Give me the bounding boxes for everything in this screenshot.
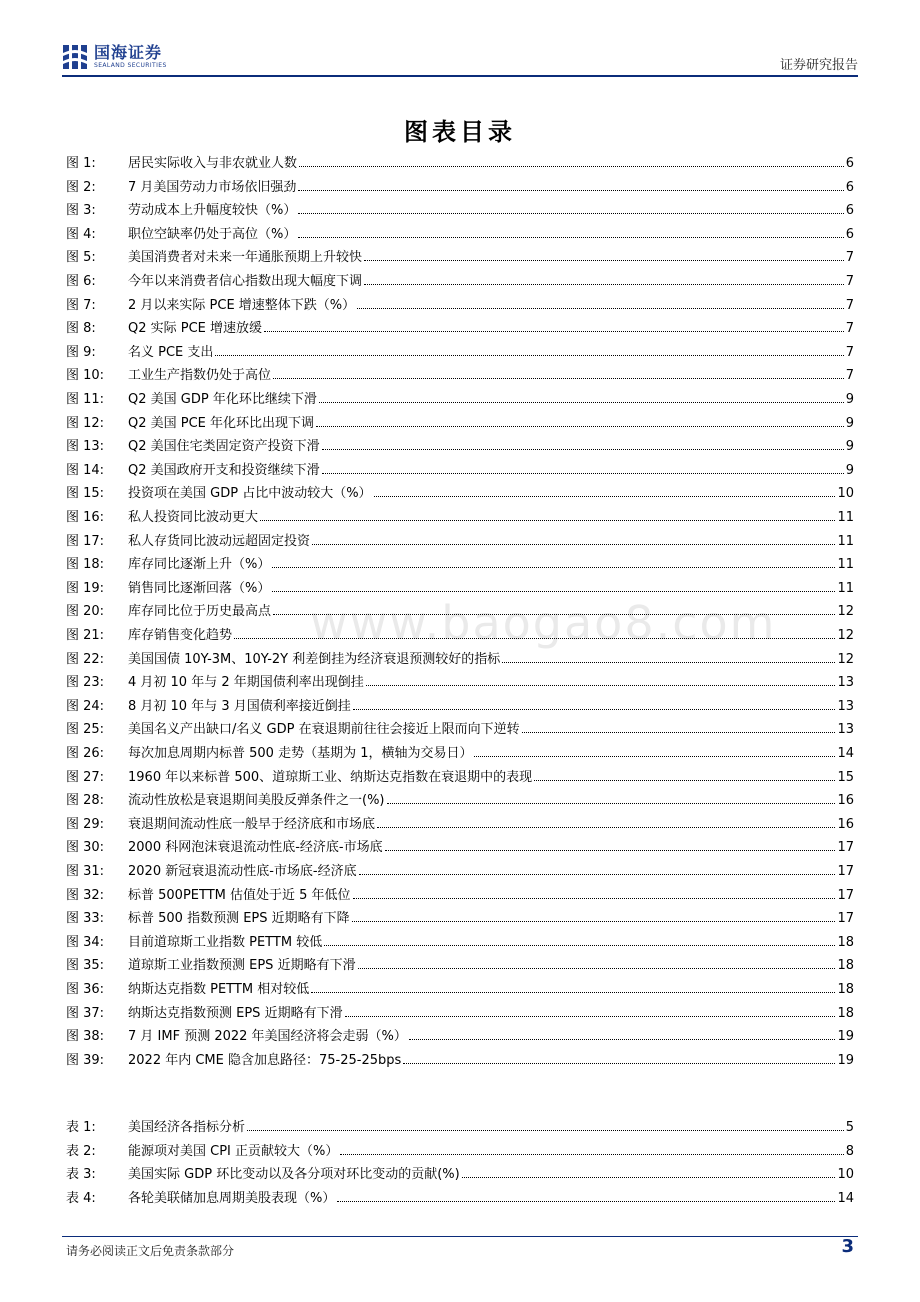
figure-page-number: 9 xyxy=(845,462,854,478)
figure-page-number: 14 xyxy=(837,746,854,761)
figure-page-number: 18 xyxy=(837,982,854,997)
figure-title: 美国名义产出缺口/名义 GDP 在衰退期前往往会接近上限而向下逆转 xyxy=(128,722,520,738)
figure-title: 纳斯达克指数 PETTM 相对较低 xyxy=(128,982,310,997)
figure-entry[interactable] xyxy=(66,815,854,835)
figure-title: 衰退期间流动性底一般早于经济底和市场底 xyxy=(128,816,376,832)
dot-leader xyxy=(299,165,844,167)
dot-leader xyxy=(377,826,835,828)
figure-title: 标普 500 指数预测 EPS 近期略有下降 xyxy=(128,911,350,927)
figure-page-number: 6 xyxy=(845,226,854,242)
table-page-number: 8 xyxy=(845,1143,854,1159)
dot-leader xyxy=(364,283,844,285)
figure-label: 图 37: xyxy=(66,1005,105,1021)
footer-disclaimer: 请务必阅读正文后免责条款部分 xyxy=(66,1244,235,1258)
figure-title: 居民实际收入与非农就业人数 xyxy=(128,156,298,171)
figure-title: 7 月美国劳动力市场依旧强劲 xyxy=(128,179,297,195)
footer-divider xyxy=(62,1236,858,1237)
figure-label: 图 14: xyxy=(66,462,105,478)
dot-leader xyxy=(234,637,835,639)
figure-entry[interactable] xyxy=(66,626,854,646)
figure-title: Q2 美国住宅类固定资产投资下滑 xyxy=(128,439,320,455)
figure-title: 今年以来消费者信心指数出现大幅度下调 xyxy=(128,274,363,289)
dot-leader xyxy=(273,377,844,379)
figure-label: 图 6: xyxy=(66,274,96,289)
dot-leader xyxy=(409,1038,836,1040)
figure-page-number: 18 xyxy=(837,934,854,950)
figure-title: Q2 美国 GDP 年化环比继续下滑 xyxy=(128,392,317,407)
figure-entry[interactable] xyxy=(66,720,854,740)
figure-page-number: 12 xyxy=(837,651,854,667)
figure-title: 2 月以来实际 PCE 增速整体下跌（%） xyxy=(128,297,356,313)
figure-entry[interactable] xyxy=(66,532,854,552)
figure-title: 库存同比逐渐上升（%） xyxy=(128,557,271,573)
figure-entry[interactable] xyxy=(66,862,854,882)
figure-label: 图 10: xyxy=(66,368,105,384)
company-logo xyxy=(62,42,167,72)
figure-title: 4 月初 10 年与 2 年期国债利率出现倒挂 xyxy=(128,675,364,691)
dot-leader xyxy=(359,873,836,875)
dot-leader xyxy=(340,1153,843,1155)
dot-leader xyxy=(502,661,835,663)
figure-label: 图 33: xyxy=(66,911,105,927)
figure-label: 图 34: xyxy=(66,934,105,950)
dot-leader xyxy=(353,708,836,710)
figure-title: Q2 美国政府开支和投资继续下滑 xyxy=(128,462,320,478)
figure-label: 图 26: xyxy=(66,746,105,761)
figure-entry[interactable] xyxy=(66,1004,854,1024)
dot-leader xyxy=(322,448,844,450)
figure-entry[interactable] xyxy=(66,343,854,363)
dot-leader xyxy=(215,354,843,356)
figure-title: 每次加息周期内标普 500 走势（基期为 1，横轴为交易日） xyxy=(128,746,473,761)
figure-label: 图 3: xyxy=(66,203,96,219)
figure-title: 劳动成本上升幅度较快（%） xyxy=(128,203,297,219)
table-label: 表 4: xyxy=(66,1190,96,1206)
figure-entry[interactable] xyxy=(66,1027,854,1047)
figure-page-number: 12 xyxy=(837,604,854,620)
figure-entry[interactable] xyxy=(66,1051,854,1071)
figure-label: 图 7: xyxy=(66,297,96,313)
dot-leader xyxy=(352,920,836,922)
table-page-number: 14 xyxy=(837,1190,854,1206)
figure-label: 图 5: xyxy=(66,250,96,266)
dot-leader xyxy=(312,543,835,545)
figure-entry[interactable] xyxy=(66,508,854,528)
figure-entry[interactable] xyxy=(66,791,854,811)
figure-label: 图 36: xyxy=(66,982,105,997)
dot-leader xyxy=(364,259,844,261)
figure-entry[interactable] xyxy=(66,484,854,504)
table-title: 各轮美联储加息周期美股表现（%） xyxy=(128,1190,336,1206)
dot-leader xyxy=(353,897,836,899)
figure-entry[interactable] xyxy=(66,296,854,316)
figure-page-number: 11 xyxy=(837,533,854,549)
figure-page-number: 6 xyxy=(845,179,854,195)
table-page-number: 5 xyxy=(845,1120,854,1135)
dot-leader xyxy=(358,967,836,969)
figure-title: 纳斯达克指数预测 EPS 近期略有下滑 xyxy=(128,1005,343,1021)
figure-label: 图 22: xyxy=(66,651,105,667)
figure-label: 图 29: xyxy=(66,816,105,832)
figure-title: Q2 实际 PCE 增速放缓 xyxy=(128,321,263,337)
figure-page-number: 13 xyxy=(837,722,854,738)
table-entry[interactable] xyxy=(66,1142,854,1162)
logo-english-name: SEALAND SECURITIES xyxy=(94,62,167,69)
figure-label: 图 9: xyxy=(66,344,96,360)
figure-page-number: 16 xyxy=(837,816,854,832)
figure-page-number: 13 xyxy=(837,698,854,714)
figure-page-number: 7 xyxy=(845,321,854,337)
figure-label: 图 24: xyxy=(66,698,105,714)
figure-entry[interactable] xyxy=(66,461,854,481)
figure-label: 图 8: xyxy=(66,321,96,337)
dot-leader xyxy=(534,779,835,781)
table-title: 美国实际 GDP 环比变动以及各分项对环比变动的贡献(%) xyxy=(128,1167,460,1183)
figure-title: 私人存货同比波动远超固定投资 xyxy=(128,533,311,549)
dot-leader xyxy=(298,212,843,214)
figure-title: 流动性放松是衰退期间美股反弹条件之一(%) xyxy=(128,793,385,809)
figure-page-number: 9 xyxy=(845,392,854,407)
figure-title: 标普 500PETTM 估值处于近 5 年低位 xyxy=(128,887,351,903)
figure-page-number: 17 xyxy=(837,911,854,927)
figure-entry[interactable] xyxy=(66,697,854,717)
dot-leader xyxy=(272,566,835,568)
figure-title: Q2 美国 PCE 年化环比出现下调 xyxy=(128,415,315,431)
dot-leader xyxy=(298,189,843,191)
figure-label: 图 39: xyxy=(66,1052,105,1068)
dot-leader xyxy=(385,849,836,851)
figure-title: 名义 PCE 支出 xyxy=(128,344,214,360)
dot-leader xyxy=(298,236,843,238)
figure-label: 图 32: xyxy=(66,887,105,903)
figure-entry[interactable] xyxy=(66,272,854,292)
figure-title: 美国消费者对未来一年通胀预期上升较快 xyxy=(128,250,363,266)
figure-page-number: 18 xyxy=(837,1005,854,1021)
figure-label: 图 28: xyxy=(66,793,105,809)
figure-entry[interactable] xyxy=(66,319,854,339)
table-label: 表 2: xyxy=(66,1143,96,1159)
table-title: 美国经济各指标分析 xyxy=(128,1120,246,1135)
figure-title: 2020 新冠衰退流动性底-市场底-经济底 xyxy=(128,864,357,879)
header-divider xyxy=(62,75,858,77)
figure-entry[interactable] xyxy=(66,201,854,221)
figure-title: 1960 年以来标普 500、道琼斯工业、纳斯达克指数在衰退期中的表现 xyxy=(128,769,533,785)
table-entry[interactable] xyxy=(66,1189,854,1209)
figure-title: 库存销售变化趋势 xyxy=(128,628,233,643)
figure-label: 图 25: xyxy=(66,722,105,738)
figure-entry[interactable] xyxy=(66,154,854,174)
figure-page-number: 15 xyxy=(837,769,854,785)
figure-label: 图 27: xyxy=(66,769,105,785)
figure-entry[interactable] xyxy=(66,956,854,976)
figure-label: 图 4: xyxy=(66,226,96,242)
figure-title: 销售同比逐渐回落（%） xyxy=(128,580,271,596)
figure-title: 私人投资同比波动更大 xyxy=(128,510,259,525)
page-title: 图表目录 xyxy=(404,118,516,146)
figure-label: 图 21: xyxy=(66,628,105,643)
figure-label: 图 38: xyxy=(66,1029,105,1045)
dot-leader xyxy=(247,1129,844,1131)
dot-leader xyxy=(264,330,844,332)
figure-page-number: 9 xyxy=(845,415,854,431)
table-title: 能源项对美国 CPI 正贡献较大（%） xyxy=(128,1143,339,1159)
dot-leader xyxy=(522,731,836,733)
dot-leader xyxy=(357,307,844,309)
table-page-number: 10 xyxy=(837,1167,854,1183)
figure-entry[interactable] xyxy=(66,579,854,599)
figure-label: 图 19: xyxy=(66,580,105,596)
figure-entry[interactable] xyxy=(66,768,854,788)
figure-entry[interactable] xyxy=(66,886,854,906)
dot-leader xyxy=(366,684,836,686)
watermark: www.baogao8.com xyxy=(310,596,777,650)
dot-leader xyxy=(387,802,836,804)
figure-title: 美国国债 10Y-3M、10Y-2Y 利差倒挂为经济衰退预测较好的指标 xyxy=(128,651,501,667)
figure-title: 投资项在美国 GDP 占比中波动较大（%） xyxy=(128,486,372,502)
dot-leader xyxy=(337,1200,835,1202)
figure-label: 图 12: xyxy=(66,415,105,431)
figure-page-number: 17 xyxy=(837,887,854,903)
logo-chinese-name: 国海证券 xyxy=(94,43,163,62)
figure-label: 图 18: xyxy=(66,557,105,573)
dot-leader xyxy=(272,590,835,592)
figure-page-number: 7 xyxy=(845,274,854,289)
figure-page-number: 18 xyxy=(837,958,854,974)
figure-label: 图 2: xyxy=(66,179,96,195)
sealand-logo-icon xyxy=(62,43,88,71)
figure-page-number: 6 xyxy=(845,203,854,219)
figure-entry[interactable] xyxy=(66,650,854,670)
figure-page-number: 13 xyxy=(837,675,854,691)
figure-page-number: 7 xyxy=(845,297,854,313)
page-number: 3 xyxy=(841,1236,854,1257)
dot-leader xyxy=(311,991,835,993)
figure-title: 目前道琼斯工业指数 PETTM 较低 xyxy=(128,934,323,950)
figure-page-number: 19 xyxy=(837,1052,854,1068)
figure-title: 7 月 IMF 预测 2022 年美国经济将会走弱（%） xyxy=(128,1029,407,1045)
figure-title: 工业生产指数仍处于高位 xyxy=(128,368,272,384)
table-entry[interactable] xyxy=(66,1118,854,1138)
figure-entry[interactable] xyxy=(66,390,854,410)
dot-leader xyxy=(474,755,835,757)
figure-entry[interactable] xyxy=(66,225,854,245)
figure-title: 2022 年内 CME 隐含加息路径：75-25-25bps xyxy=(128,1052,402,1068)
figure-entry[interactable] xyxy=(66,555,854,575)
figure-entry[interactable] xyxy=(66,366,854,386)
figure-page-number: 17 xyxy=(837,840,854,856)
figure-label: 图 15: xyxy=(66,486,105,502)
figure-label: 图 23: xyxy=(66,675,105,691)
figure-page-number: 17 xyxy=(837,864,854,879)
figure-entry[interactable] xyxy=(66,178,854,198)
figure-entry[interactable] xyxy=(66,437,854,457)
figure-title: 8 月初 10 年与 3 月国债利率接近倒挂 xyxy=(128,698,351,714)
dot-leader xyxy=(316,425,844,427)
dot-leader xyxy=(273,613,835,615)
figure-page-number: 11 xyxy=(837,557,854,573)
dot-leader xyxy=(322,472,844,474)
dot-leader xyxy=(345,1015,836,1017)
figure-page-number: 7 xyxy=(845,344,854,360)
figure-entry[interactable] xyxy=(66,248,854,268)
figure-page-number: 10 xyxy=(837,486,854,502)
figure-page-number: 19 xyxy=(837,1029,854,1045)
table-label: 表 1: xyxy=(66,1120,96,1135)
figure-entry[interactable] xyxy=(66,838,854,858)
table-entry[interactable] xyxy=(66,1165,854,1185)
report-type: 证券研究报告 xyxy=(779,58,858,73)
dot-leader xyxy=(319,401,844,403)
dot-leader xyxy=(260,519,835,521)
figure-entry[interactable] xyxy=(66,980,854,1000)
figure-page-number: 7 xyxy=(845,250,854,266)
figure-label: 图 30: xyxy=(66,840,105,856)
page-header xyxy=(62,38,858,74)
figure-label: 图 11: xyxy=(66,392,105,407)
figure-label: 图 16: xyxy=(66,510,105,525)
figure-entry[interactable] xyxy=(66,673,854,693)
figure-label: 图 17: xyxy=(66,533,105,549)
figure-page-number: 12 xyxy=(837,628,854,643)
table-label: 表 3: xyxy=(66,1167,96,1183)
figure-page-number: 16 xyxy=(837,793,854,809)
figure-label: 图 1: xyxy=(66,156,96,171)
dot-leader xyxy=(462,1176,836,1178)
dot-leader xyxy=(324,944,835,946)
figure-entry[interactable] xyxy=(66,909,854,929)
figure-label: 图 31: xyxy=(66,864,105,879)
figure-entry[interactable] xyxy=(66,744,854,764)
dot-leader xyxy=(403,1062,835,1064)
figure-page-number: 11 xyxy=(837,580,854,596)
figure-title: 职位空缺率仍处于高位（%） xyxy=(128,226,297,242)
figure-page-number: 11 xyxy=(837,510,854,525)
figure-label: 图 13: xyxy=(66,439,105,455)
figure-entry[interactable] xyxy=(66,602,854,622)
figure-title: 库存同比位于历史最高点 xyxy=(128,604,272,620)
figure-page-number: 6 xyxy=(845,156,854,171)
figure-entry[interactable] xyxy=(66,414,854,434)
figure-page-number: 9 xyxy=(845,439,854,455)
figure-label: 图 35: xyxy=(66,958,105,974)
dot-leader xyxy=(374,495,836,497)
figure-entry[interactable] xyxy=(66,933,854,953)
figure-title: 2000 科网泡沫衰退流动性底-经济底-市场底 xyxy=(128,840,383,856)
figure-title: 道琼斯工业指数预测 EPS 近期略有下滑 xyxy=(128,958,356,974)
figure-page-number: 7 xyxy=(845,368,854,384)
figure-label: 图 20: xyxy=(66,604,105,620)
